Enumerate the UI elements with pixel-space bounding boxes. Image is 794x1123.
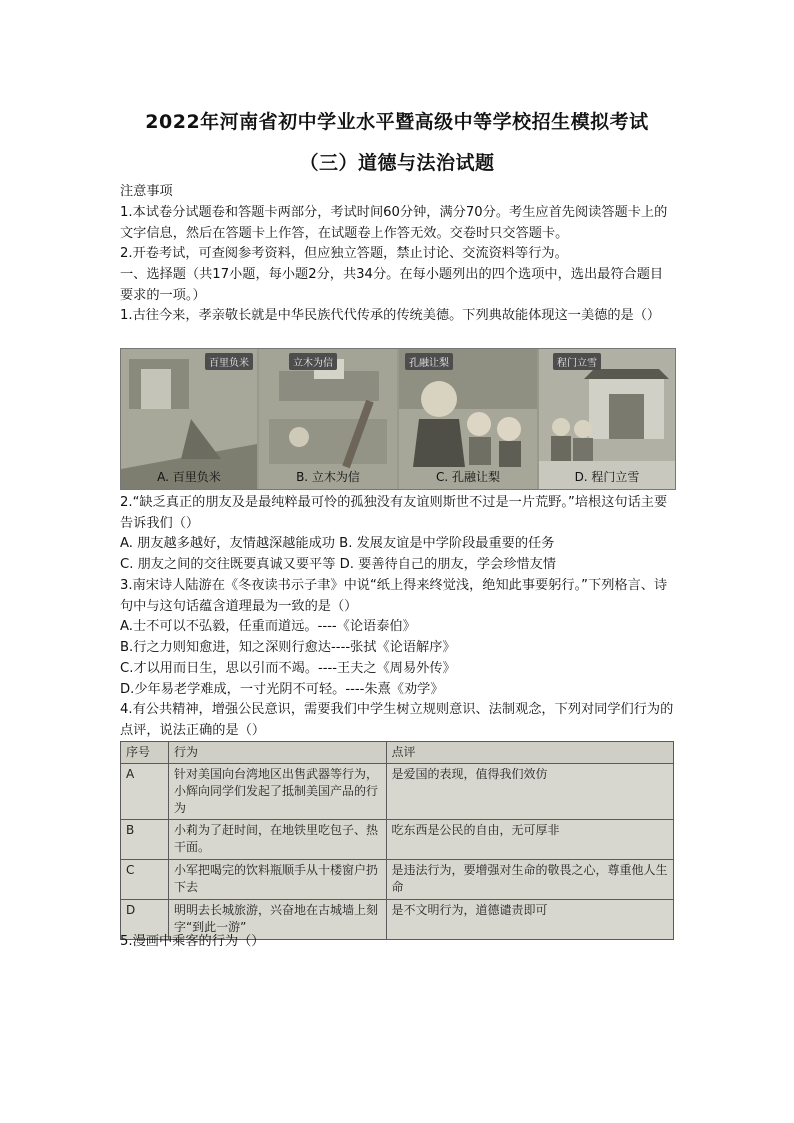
q2-options-ab: A. 朋友越多越好，友情越深越能成功 B. 发展友谊是中学阶段最重要的任务 [120, 536, 555, 551]
story-banner-b: 立木为信 [289, 353, 337, 370]
question-5: 5.漫画中乘客的行为（） [120, 934, 265, 949]
story-banner-a: 百里负米 [205, 353, 253, 370]
table-cell: 是爱国的表现，值得我们效仿 [386, 764, 673, 820]
table-cell: D [121, 900, 169, 940]
q2-options-cd: C. 朋友之间的交往既要真诚又要平等 D. 要善待自己的朋友，学会珍惜友情 [120, 557, 556, 572]
table-cell: 针对美国向台湾地区出售武器等行为，小辉向同学们发起了抵制美国产品的行为 [168, 764, 386, 820]
story-image-b [259, 349, 397, 489]
story-caption-d: D. 程门立雪 [574, 470, 640, 484]
q3-option-d: D.少年易老学难成，一寸光阴不可轻。----朱熹《劝学》 [120, 682, 444, 697]
table-header-cell: 行为 [168, 742, 386, 764]
table-cell: 是不文明行为，道德谴责即可 [386, 900, 673, 940]
story-banner-d: 程门立雪 [553, 353, 601, 370]
q3-option-a: A.士不可以不弘毅，任重而道远。----《论语泰伯》 [120, 619, 416, 634]
story-image-a [121, 349, 257, 489]
notice-item-2: 2.开卷考试，可查阅参考资料，但应独立答题，禁止讨论、交流资料等行为。 [120, 246, 568, 261]
story-image-d [539, 349, 675, 489]
q3-option-b: B.行之力则知愈进，知之深则行愈达----张拭《论语解序》 [120, 640, 456, 655]
table-cell: 是违法行为，要增强对生命的敬畏之心，尊重他人生命 [386, 860, 673, 900]
notice-item-1: 1.本试卷分试题卷和答题卡两部分，考试时间60分钟，满分70分。考生应首先阅读答题卡上的文字信息，然后在答题卡上作答，在试题卷上作答无效。交卷时只交答题卡。 [120, 205, 668, 241]
table-row [121, 820, 674, 860]
q1-illustration [120, 348, 676, 490]
section-heading: 一、选择题（共17小题，每小题2分，共34分。在每小题列出的四个选项中，选出最符合题目要求的一项。） [120, 267, 664, 303]
table-cell: B [121, 820, 169, 860]
story-caption-b: B. 立木为信 [296, 470, 360, 484]
question-2: 2.“缺乏真正的朋友及是最纯粹最可怜的孤独没有友谊则斯世不过是一片荒野。”培根这句话主要告诉我们（） [120, 495, 668, 531]
table-cell: 小莉为了赶时间，在地铁里吃包子、热干面。 [168, 820, 386, 860]
table-cell: 明明去长城旅游，兴奋地在古城墙上刻字“到此一游” [168, 900, 386, 940]
table-header-cell: 序号 [121, 742, 169, 764]
table-cell: C [121, 860, 169, 900]
exam-title: 2022年河南省初中学业水平暨高级中等学校招生模拟考试 [145, 111, 649, 133]
q3-option-c: C.才以用而日生，思以引而不竭。----王夫之《周易外传》 [120, 661, 456, 676]
table-row [121, 860, 674, 900]
question-3: 3.南宋诗人陆游在《冬夜读书示子聿》中说“纸上得来终觉浅，绝知此事要躬行。”下列格言、诗句中与这句话蕴含道理最为一致的是（） [120, 578, 668, 614]
question-4: 4.有公共精神，增强公民意识，需要我们中学生树立规则意识、法制观念，下列对同学们行为的点评，说法正确的是（） [120, 702, 674, 738]
table-cell: A [121, 764, 169, 820]
table-cell: 小军把喝完的饮料瓶顺手从十楼窗户扔下去 [168, 860, 386, 900]
question-1: 1.古往今来，孝亲敬长就是中华民族代代传承的传统美德。下列典故能体现这一美德的是（） [120, 308, 661, 323]
story-caption-a: A. 百里负米 [157, 470, 221, 484]
story-caption-c: C. 孔融让梨 [435, 470, 500, 484]
exam-subtitle: （三）道德与法治试题 [299, 152, 495, 174]
q4-table [120, 741, 674, 940]
story-banner-c: 孔融让梨 [405, 353, 453, 370]
table-row [121, 764, 674, 820]
story-image-c [399, 349, 537, 489]
notice-heading: 注意事项 [120, 184, 173, 199]
table-cell: 吃东西是公民的自由，无可厚非 [386, 820, 673, 860]
table-header-cell: 点评 [386, 742, 673, 764]
table-header-row [121, 742, 674, 764]
